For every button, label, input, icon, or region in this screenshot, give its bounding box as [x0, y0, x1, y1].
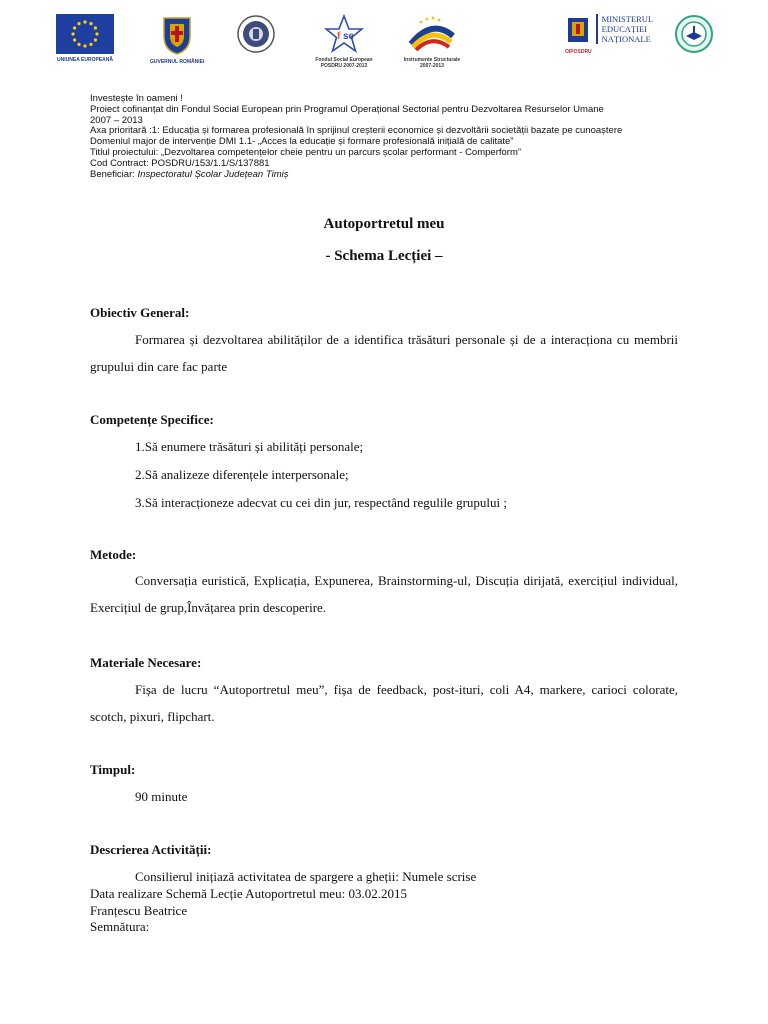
logo-caption: Instrumente Structurale 2007-2013: [403, 57, 461, 69]
beneficiary-label: Beneficiar:: [90, 168, 138, 180]
ministry-wordmark-line: EDUCAȚIEI: [601, 24, 647, 34]
eu-flag-icon: [56, 14, 114, 54]
author-name: Franțescu Beatrice: [90, 902, 188, 918]
school-inspectorate-logo: [674, 14, 714, 54]
materials-heading: Materiale Necesare:: [90, 655, 202, 670]
time-heading: Timpul:: [90, 762, 136, 777]
competence-item: 3.Să interacționeze adecvat cu cei din jur, respectând regulile grupului ;: [135, 495, 507, 510]
ministry-wordmark: [596, 14, 653, 44]
project-title: Titlul proiectului: „Dezvoltarea competențelor cheie pentru un parcurs școlar performant - Comperform”: [90, 146, 522, 158]
document-title: Autoportretul meu: [323, 216, 445, 232]
competences-heading: Competențe Specifice:: [90, 412, 214, 427]
svg-text:f: f: [337, 31, 341, 42]
structural-instruments-icon: [407, 14, 457, 54]
contract-code: Cod Contract: POSDRU/153/1.1/S/137881: [90, 157, 270, 169]
ministry-crest-icon: [566, 14, 590, 46]
materials-text-content: Fișa de lucru “Autoportretul meu”, fișa de feedback, post-ituri, coli A4, markere, carioci colorate, scotch, pixuri, flipchart.: [90, 682, 678, 724]
logo-strip: [50, 14, 720, 84]
fse-star-logo: [314, 14, 374, 69]
program-period: 2007 – 2013: [90, 114, 143, 126]
seal-icon: [236, 14, 276, 54]
institution-seal-logo: [236, 14, 276, 54]
logo-caption: Fondul Social European POSDRU 2007-2013: [315, 57, 373, 69]
date-line: Data realizare Schemă Lecție Autoportretul meu: 03.02.2015: [90, 886, 407, 901]
competence-item: 2.Să analizeze diferențele interpersonale;: [135, 467, 349, 482]
inspectorate-emblem-icon: [674, 14, 714, 54]
footer-block: [90, 886, 407, 936]
priority-axis: Axa prioritară :1: Educația și formarea profesională în sprijinul creșterii economice și dezvoltării societății bazate pe cunoaștere Domeniul major de intervenție DMI 1.1- „Acces la educație și formare profesională inițială de calitate”: [90, 125, 623, 148]
document-subtitle: - Schema Lecției –: [325, 248, 443, 264]
ministry-logo: [565, 14, 653, 55]
objective-text-content: Formarea și dezvoltarea abilităților de a identifica trăsături personale și de a interacționa cu membrii grupului din care fac parte: [90, 332, 678, 374]
cofinancing-line: Proiect cofinanțat din Fondul Social European prin Programul Operațional Sectorial pentru Dezvoltarea Resurselor Umane: [90, 103, 604, 115]
beneficiary-name: Inspectoratul Școlar Județean Timiș: [137, 168, 289, 180]
romanian-coat-of-arms-logo: [150, 14, 204, 65]
objective-text: [90, 327, 678, 380]
eu-flag-logo: [56, 14, 114, 63]
methods-heading: Metode:: [90, 547, 137, 562]
coat-of-arms-icon: [160, 14, 194, 56]
structural-instruments-logo: [400, 14, 464, 69]
project-header: [90, 94, 690, 180]
logo-caption: UNIUNEA EUROPEANĂ: [57, 57, 113, 63]
star-icon: [324, 14, 364, 54]
beneficiary-line: [90, 170, 690, 181]
svg-text:se: se: [343, 31, 355, 42]
signature-label: Semnătura:: [90, 919, 150, 934]
ministry-wordmark-line: NAȚIONALE: [601, 34, 651, 44]
activity-text: Consilierul inițiază activitatea de spargere a gheții: Numele scrise: [135, 869, 477, 884]
objective-heading: Obiectiv General:: [90, 305, 190, 320]
materials-text: [90, 677, 678, 730]
methods-text: [90, 568, 678, 621]
activity-heading: Descrierea Activității:: [90, 842, 212, 857]
competence-item: 1.Să enumere trăsături și abilități personale;: [135, 439, 364, 454]
logo-caption: OIPOSDRU: [565, 49, 592, 55]
ministry-wordmark-line: MINISTERUL: [601, 14, 654, 24]
methods-text-content: Conversația euristică, Explicația, Expunerea, Brainstorming-ul, Discuția dirijată, exercițiul individual, Exercițiul de grup,Învățarea prin descoperire.: [90, 573, 678, 615]
logo-caption: GUVERNUL ROMÂNIEI: [150, 59, 205, 65]
slogan: Investește în oameni !: [90, 93, 183, 104]
time-value: 90 minute: [135, 789, 188, 804]
